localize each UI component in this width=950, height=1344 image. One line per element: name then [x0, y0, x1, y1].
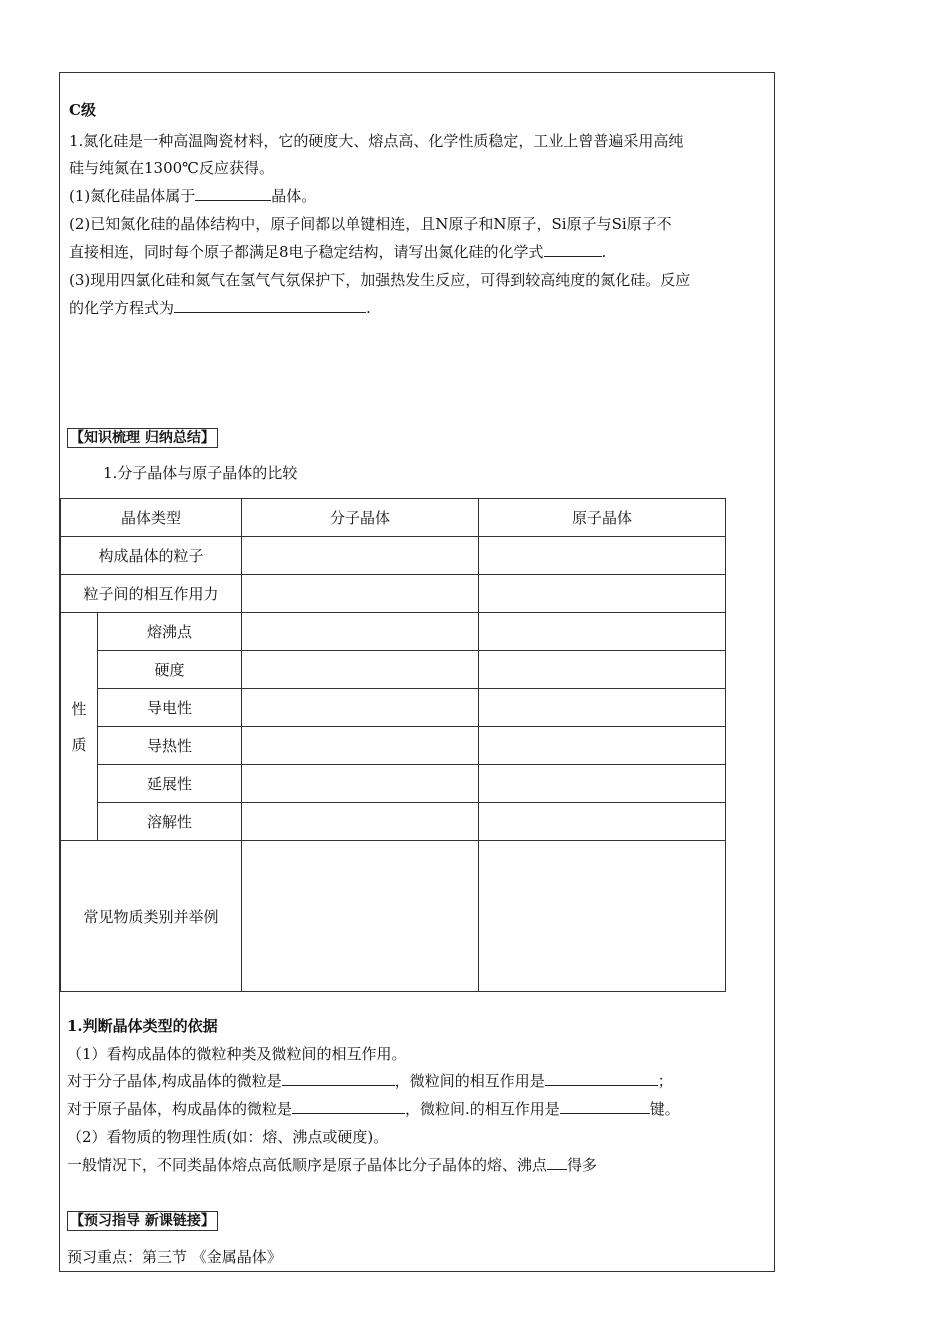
property-label: 熔沸点	[98, 613, 242, 651]
header-crystal-type: 晶体类型	[61, 499, 242, 537]
cell-atomic-property[interactable]	[479, 651, 726, 689]
row-label-particles: 构成晶体的粒子	[61, 537, 242, 575]
c-level-heading: C级	[69, 101, 96, 119]
judge-step-1: （1）看构成晶体的微粒种类及微粒间的相互作用。	[67, 1045, 407, 1063]
part-3-suffix: .	[366, 299, 371, 317]
molecular-prefix: 对于分子晶体,构成晶体的微粒是	[67, 1072, 282, 1090]
general-prefix: 一般情况下，不同类晶体熔点高低顺序是原子晶体比分子晶体的熔、沸点	[67, 1156, 548, 1174]
property-label: 硬度	[98, 651, 242, 689]
cell-molecular-property[interactable]	[242, 689, 479, 727]
property-label: 导电性	[98, 689, 242, 727]
property-label: 溶解性	[98, 803, 242, 841]
comparison-title: 1.分子晶体与原子晶体的比较	[103, 464, 298, 482]
question-1-line-2: 硅与纯氮在1300℃反应获得。	[69, 159, 274, 177]
property-label: 导热性	[98, 727, 242, 765]
question-1-part-2-line-2	[69, 242, 606, 262]
atomic-suffix: 键。	[649, 1100, 680, 1118]
molecular-crystal-line	[67, 1071, 673, 1091]
preview-header: 【预习指导 新课链接】	[67, 1211, 218, 1231]
cell-atomic-property[interactable]	[479, 689, 726, 727]
cell-molecular-property[interactable]	[242, 765, 479, 803]
judge-title: 1.判断晶体类型的依据	[67, 1017, 218, 1035]
row-label-interaction: 粒子间的相互作用力	[61, 575, 242, 613]
cell-atomic-particles[interactable]	[479, 537, 726, 575]
question-1-part-3-line-2	[69, 298, 371, 318]
property-label: 延展性	[98, 765, 242, 803]
question-1-part-2-line-1: (2)已知氮化硅的晶体结构中，原子间都以单键相连，且N原子和N原子，Si原子与Si原子不	[69, 215, 672, 233]
answer-blank[interactable]	[282, 1071, 395, 1086]
cell-atomic-interaction[interactable]	[479, 575, 726, 613]
cell-atomic-examples[interactable]	[479, 841, 726, 992]
answer-blank[interactable]	[174, 298, 366, 313]
atomic-mid: ，微粒间.的相互作用是	[405, 1100, 560, 1118]
atomic-prefix: 对于原子晶体，构成晶体的微粒是	[67, 1100, 293, 1118]
general-suffix: 得多	[567, 1156, 598, 1174]
molecular-suffix: ；	[657, 1072, 673, 1090]
general-rule-line	[67, 1155, 597, 1175]
summary-header: 【知识梳理 归纳总结】	[67, 428, 218, 448]
answer-blank[interactable]	[544, 242, 602, 257]
question-1-part-1	[69, 186, 316, 206]
atomic-crystal-line	[67, 1099, 680, 1119]
comparison-table	[60, 498, 726, 992]
question-1-line-1: 1.氮化硅是一种高温陶瓷材料，它的硬度大、熔点高、化学性质稳定，工业上曾普遍采用高纯	[69, 132, 684, 150]
cell-molecular-property[interactable]	[242, 651, 479, 689]
answer-blank[interactable]	[292, 1099, 405, 1114]
properties-label-char-1: 性	[71, 699, 87, 718]
properties-label-char-2: 质	[71, 735, 87, 754]
molecular-mid: ，微粒间的相互作用是	[394, 1072, 545, 1090]
cell-molecular-property[interactable]	[242, 803, 479, 841]
answer-blank[interactable]	[545, 1071, 658, 1086]
preview-focus: 预习重点：第三节 《金属晶体》	[67, 1248, 282, 1266]
cell-molecular-property[interactable]	[242, 727, 479, 765]
header-molecular-crystal: 分子晶体	[242, 499, 479, 537]
cell-molecular-examples[interactable]	[242, 841, 479, 992]
part-1-prefix: (1)氮化硅晶体属于	[69, 187, 196, 205]
cell-molecular-interaction[interactable]	[242, 575, 479, 613]
cell-atomic-property[interactable]	[479, 803, 726, 841]
cell-molecular-particles[interactable]	[242, 537, 479, 575]
cell-molecular-property[interactable]	[242, 613, 479, 651]
part-2-suffix: .	[601, 243, 607, 261]
answer-blank[interactable]	[547, 1155, 567, 1170]
header-atomic-crystal: 原子晶体	[479, 499, 726, 537]
cell-atomic-property[interactable]	[479, 765, 726, 803]
part-2-prefix: 直接相连，同时每个原子都满足8电子稳定结构，请写出氮化硅的化学式	[69, 243, 544, 261]
part-3-prefix: 的化学方程式为	[69, 299, 175, 317]
answer-blank[interactable]	[195, 186, 271, 201]
properties-group-label	[61, 613, 98, 841]
answer-blank[interactable]	[560, 1099, 650, 1114]
cell-atomic-property[interactable]	[479, 613, 726, 651]
part-1-suffix: 晶体。	[271, 187, 317, 205]
question-1-part-3-line-1: (3)现用四氯化硅和氮气在氢气气氛保护下，加强热发生反应，可得到较高纯度的氮化硅。反应	[69, 271, 691, 289]
row-label-examples: 常见物质类别并举例	[61, 841, 242, 992]
cell-atomic-property[interactable]	[479, 727, 726, 765]
judge-step-2: （2）看物质的物理性质(如：熔、沸点或硬度)。	[67, 1128, 389, 1146]
